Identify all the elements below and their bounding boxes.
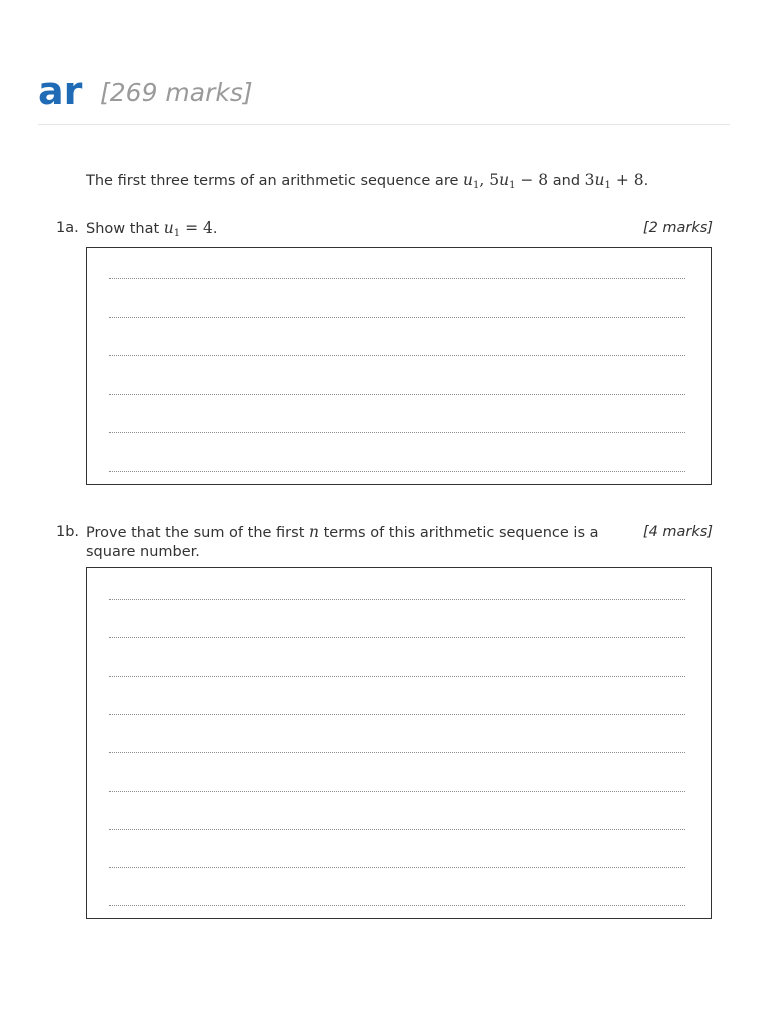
total-marks: [269 marks] xyxy=(100,78,253,107)
stem-term-2: $5u_1 - 8$ xyxy=(489,171,549,191)
answer-line xyxy=(109,791,685,792)
page-header xyxy=(38,66,730,125)
answer-line xyxy=(109,317,685,318)
page-title: ar xyxy=(38,69,83,113)
question-marks-1b: [4 marks] xyxy=(642,524,713,540)
question-marks-1a: [2 marks] xyxy=(642,220,713,236)
question-number-1b: 1b. xyxy=(56,524,80,540)
answer-line xyxy=(109,676,685,677)
question-number-1a: 1a. xyxy=(56,220,79,236)
stem-separator: , xyxy=(479,171,490,189)
answer-line xyxy=(109,637,685,638)
answer-line xyxy=(109,714,685,715)
stem-term-3: $3u_1 + 8$ xyxy=(584,171,644,191)
answer-line xyxy=(109,867,685,868)
answer-box-1b[interactable] xyxy=(86,567,712,919)
stem-term-1: $u_1$ xyxy=(463,171,480,191)
question-text-1a: Show that $u_1 = 4$. xyxy=(86,219,218,239)
answer-line xyxy=(109,394,685,395)
question-stem: The first three terms of an arithmetic sequence are $u_1$, $5u_1 - 8$ and $3u_1 + 8$. xyxy=(86,171,649,191)
answer-line xyxy=(109,752,685,753)
answer-line xyxy=(109,829,685,830)
answer-box-1a[interactable] xyxy=(86,247,712,485)
question-text-1b: Prove that the sum of the first n terms of this arithmetic sequence is a square number. xyxy=(86,523,599,560)
answer-line xyxy=(109,599,685,600)
answer-line xyxy=(109,278,685,279)
stem-text: The first three terms of an arithmetic sequence are xyxy=(86,173,463,189)
stem-and: and xyxy=(548,173,585,189)
answer-line xyxy=(109,905,685,906)
answer-line xyxy=(109,355,685,356)
answer-line xyxy=(109,471,685,472)
answer-line xyxy=(109,432,685,433)
